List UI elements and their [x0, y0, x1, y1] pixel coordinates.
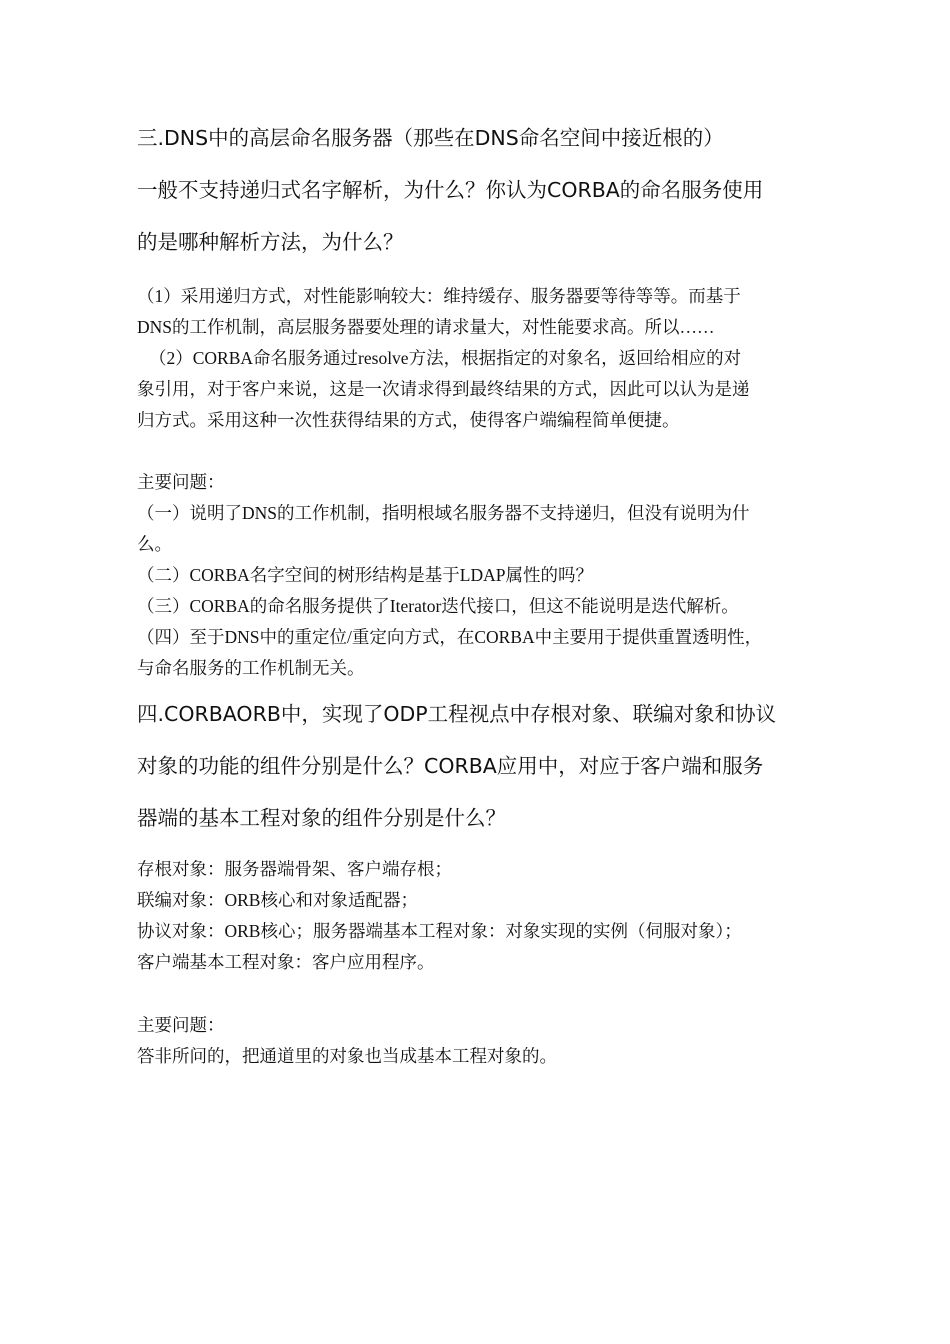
answer-three-line: （2）CORBA命名服务通过resolve方法，根据指定的对象名，返回给相应的对: [149, 348, 742, 368]
problems-four: [137, 1010, 832, 1072]
answer-four-line: 联编对象：ORB核心和对象适配器；: [137, 890, 418, 910]
question-three-line: 的是哪种解析方法，为什么？: [137, 230, 404, 254]
problems-heading: 主要问题：: [137, 472, 225, 492]
answer-four-line: 存根对象：服务器端骨架、客户端存根；: [137, 859, 452, 879]
answer-three-line: 归方式。采用这种一次性获得结果的方式，使得客户端编程简单便捷。: [137, 410, 680, 430]
problem-line: （三）CORBA的命名服务提供了Iterator迭代接口，但这不能说明是迭代解析。: [137, 596, 739, 616]
answer-three-line: DNS的工作机制，高层服务器要处理的请求量大，对性能要求高。所以……: [137, 317, 715, 337]
problems-heading: 主要问题：: [137, 1015, 225, 1035]
question-three-line: 一般不支持递归式名字解析，为什么？你认为CORBA的命名服务使用: [137, 178, 764, 202]
question-three: [137, 112, 827, 268]
problem-line: 与命名服务的工作机制无关。: [137, 658, 365, 678]
question-four: [137, 688, 827, 844]
answer-three-line: （1）采用递归方式，对性能影响较大：维持缓存、服务器要等待等等。而基于: [137, 286, 741, 306]
problem-line: （一）说明了DNS的工作机制，指明根域名服务器不支持递归，但没有说明为什: [137, 503, 750, 523]
problem-line: （四）至于DNS中的重定位/重定向方式，在CORBA中主要用于提供重置透明性，: [137, 627, 763, 647]
answer-four-line: 协议对象：ORB核心；服务器端基本工程对象：对象实现的实例（伺服对象）；: [137, 921, 742, 941]
answer-three: [137, 281, 832, 436]
problems-three: [137, 467, 832, 684]
question-four-line: 对象的功能的组件分别是什么？CORBA应用中，对应于客户端和服务: [137, 754, 764, 778]
answer-three-line: 象引用，对于客户来说，这是一次请求得到最终结果的方式，因此可以认为是递: [137, 379, 750, 399]
answer-four-line: 客户端基本工程对象：客户应用程序。: [137, 952, 435, 972]
question-four-line: 四.CORBAORB中，实现了ODP工程视点中存根对象、联编对象和协议: [137, 702, 777, 726]
question-four-line: 器端的基本工程对象的组件分别是什么？: [137, 806, 506, 830]
problem-line: 么。: [137, 534, 172, 554]
answer-four: [137, 854, 832, 978]
question-three-line: 三.DNS中的高层命名服务器（那些在DNS命名空间中接近根的）: [137, 126, 724, 150]
problem-line: （二）CORBA名字空间的树形结构是基于LDAP属性的吗？: [137, 565, 593, 585]
problem-line: 答非所问的，把通道里的对象也当成基本工程对象的。: [137, 1046, 557, 1066]
